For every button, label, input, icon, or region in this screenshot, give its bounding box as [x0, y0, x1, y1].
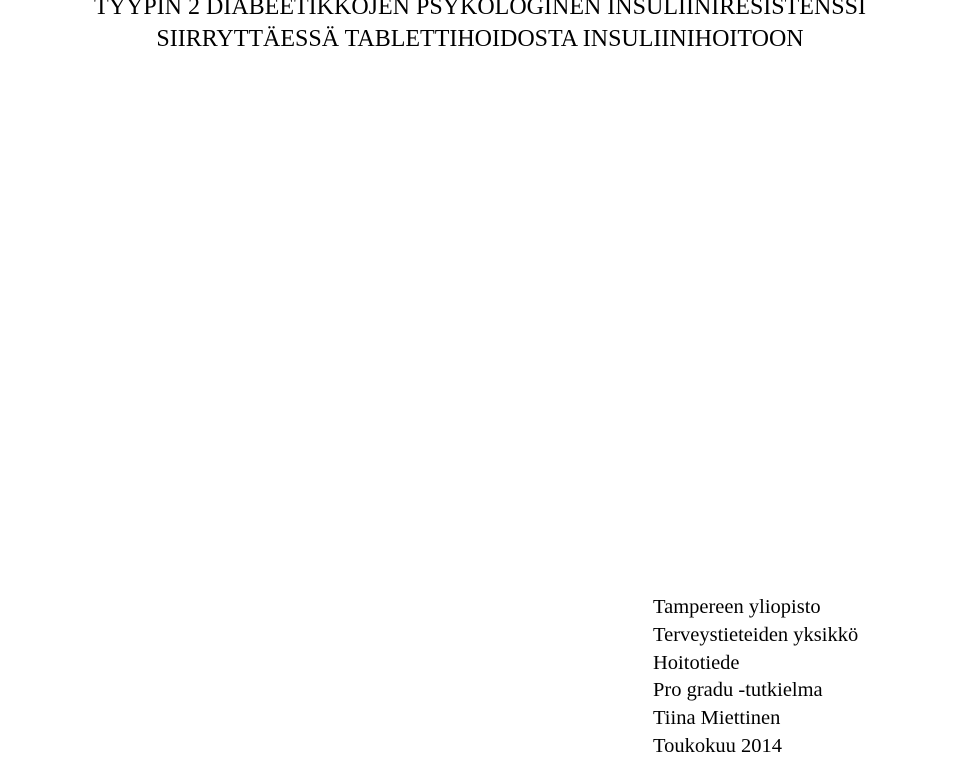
- thesis-type: Pro gradu -tutkielma: [653, 679, 823, 702]
- subject-name: Hoitotiede: [653, 651, 740, 674]
- document-title: [0, 0, 960, 55]
- unit-name: Terveystieteiden yksikkö: [653, 623, 859, 646]
- title-line-2: SIIRRYTTÄESSÄ TABLETTIHOIDOSTA INSULIINIHOITOON: [156, 26, 804, 52]
- university-name: Tampereen yliopisto: [653, 596, 821, 618]
- thesis-info-block: [653, 594, 858, 761]
- title-line-1: TYYPIN 2 DIABEETIKKOJEN PSYKOLOGINEN INSULIINIRESISTENSSI: [94, 0, 866, 20]
- publication-date: Toukokuu 2014: [653, 734, 782, 757]
- author-name: Tiina Miettinen: [653, 707, 781, 730]
